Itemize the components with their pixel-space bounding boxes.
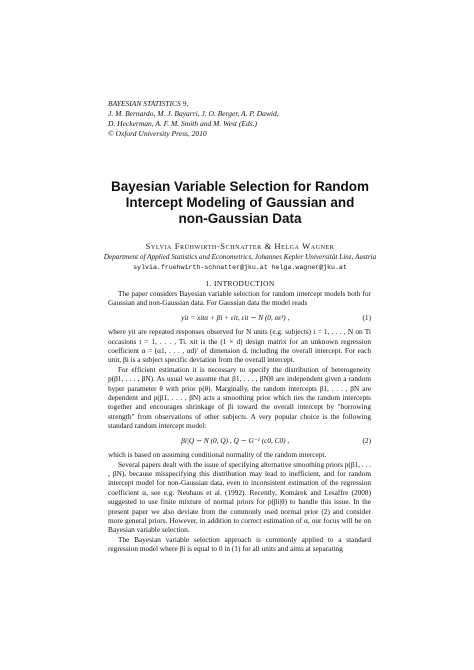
equation-2-number: (2) — [362, 435, 371, 445]
equation-1-number: (1) — [362, 312, 371, 322]
copyright-line: © Oxford University Press, 2010 — [108, 129, 207, 138]
title-line-3: non-Gaussian Data — [178, 211, 302, 226]
paragraph-5: Several papers dealt with the issue of specifying alternative smoothing priors p(β1, . . . , βN), because misspecifying this distribution may lead to inefficient, and for random intercept model for non-Gaussian data, even to inconsistent estimation of the regression coefficient α, see e.g. Neuhaus et al. (1992). Recently, Komárek and Lesaffre (2008) suggested to use finite mixture of normal priors for p(βi|θ) to handle this issue. In the present paper we also deviate from the commonly used normal prior (2) and consider more general priors. However, in addition to correct estimation of α, our focus will be on Bayesian variable selection. — [108, 459, 371, 535]
editors-line-2: D. Heckerman, A. F. M. Smith and M. West (Eds.) — [108, 119, 258, 128]
paragraph-1: The paper considers Bayesian variable selection for random intercept models both for Gaussian and non-Gaussian data. For Gaussian data the model reads — [108, 289, 371, 308]
equation-1-formula: yit = xitα + βi + εit, εit ∼ N (0, σε²) , — [181, 312, 290, 322]
equation-2 — [108, 436, 371, 445]
title-line-1: Bayesian Variable Selection for Random — [110, 179, 370, 194]
title-line-2: Intercept Modeling of Gaussian and — [125, 195, 355, 210]
paragraph-2: where yit are repeated responses observed for N units (e.g. subjects) i = 1, . . . , N on Ti occasions t = 1, . . . , Ti. xit is the (1 × d) design matrix for an unknown regression coefficient α = (α1, . . . , αd)′ of dimension d, including the overall intercept. For each unit, βi is a subject specific deviation from the overall intercept. — [108, 327, 371, 365]
equation-1 — [108, 313, 371, 322]
proceedings-header — [108, 99, 418, 139]
series-line: BAYESIAN STATISTICS 9, — [108, 99, 189, 108]
paragraph-3: For efficient estimation it is necessary to specify the distribution of heterogeneity p(β1, . . . , βN). As usual we assume that β1, . . . , βN|θ are independent given a random hyper parameter θ with prior p(θ). Marginally, the random intercepts β1, . . . , βN are dependent and p(β1, . . . , βN) acts a smoothing prior which ties the random intercepts together and encourages shrinkage of βi toward the overall intercept by "borrowing strength" from observations of other subjects. A very popular choice is the following standard random intercept model: — [108, 364, 371, 431]
paper-title — [80, 179, 400, 227]
author-emails: sylvia.fruehwirth-schnatter@jku.at helga.wagner@jku.at — [133, 264, 347, 271]
affiliation: Department of Applied Statistics and Econometrics, Johannes Kepler Universität Linz, Austria — [103, 253, 377, 261]
paper-body — [108, 289, 371, 554]
section-heading: 1. INTRODUCTION — [205, 279, 275, 288]
equation-2-formula: βi|Q ∼ N (0, Q) , Q ∼ G⁻¹ (c0, C0) , — [181, 435, 290, 445]
author-names: Sylvia Frühwirth-Schnatter & Helga Wagner — [145, 241, 335, 251]
paragraph-4: which is based on assuming conditional normality of the random intercept. — [108, 450, 327, 460]
editors-line-1: J. M. Bernardo, M. J. Bayarri, J. O. Berger, A. P. Dawid, — [108, 109, 279, 118]
paragraph-6: The Bayesian variable selection approach is commonly applied to a standard regression model where βi is equal to 0 in (1) for all units and aims at separating — [108, 534, 371, 554]
